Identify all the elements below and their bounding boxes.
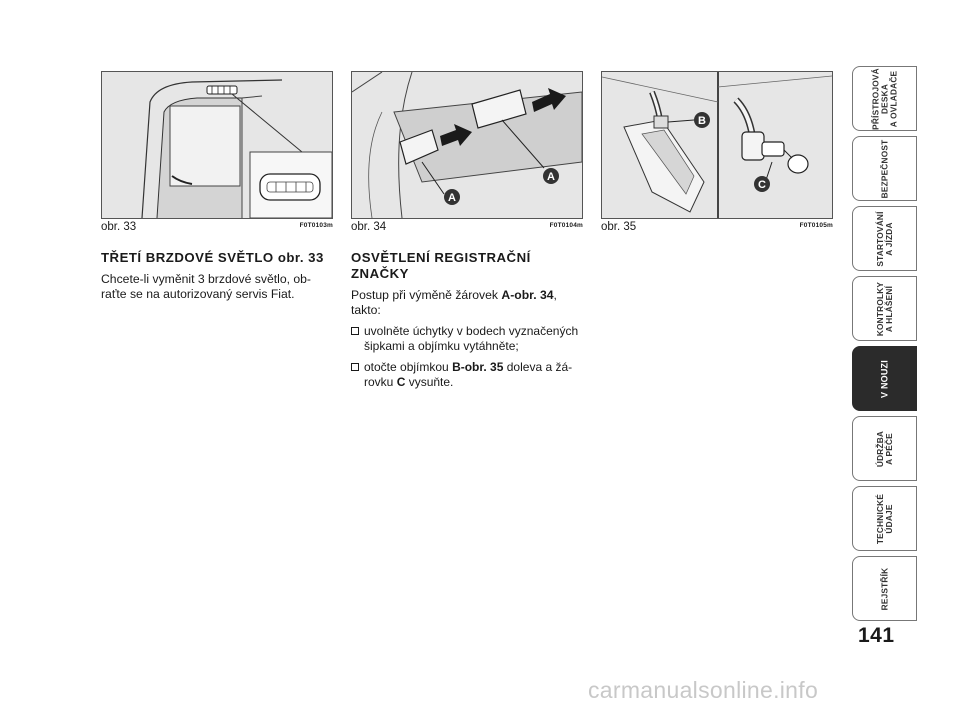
tab-label: BEZPEČNOST: [879, 139, 889, 198]
tab-label: KONTROLKY A HLÁŠENÍ: [874, 281, 894, 336]
figure-reference: B-obr. 35: [452, 360, 504, 374]
watermark: carmanualsonline.info: [588, 677, 819, 703]
callout-reference: C: [396, 375, 406, 389]
callout-a-upper: A: [547, 171, 555, 183]
rear-door-brake-light-illustration: [102, 72, 332, 218]
figure-34: [351, 71, 583, 219]
bullet-text: [364, 360, 572, 389]
figure-code: F0T0105m: [799, 222, 833, 229]
bullet-text: uvolněte úchytky v bodech vyznačených šipkami a objímku vytáhněte;: [364, 324, 579, 353]
figure-33-caption: [101, 221, 333, 235]
tab-label: STARTOVÁNÍ A JÍZDA: [874, 210, 894, 267]
figure-35-caption: [601, 221, 833, 235]
figure-33: [101, 71, 333, 219]
tab-pristrojova-deska[interactable]: [852, 66, 917, 131]
tab-label: V NOUZI: [879, 359, 889, 398]
callout-a-lower: A: [448, 192, 456, 204]
bulb-holder-illustration: [602, 72, 832, 218]
bullet-text-start: otočte objímkou: [364, 360, 453, 374]
checkbox-bullet-icon: [351, 327, 359, 335]
tab-kontrolky[interactable]: [852, 276, 917, 341]
tab-label: TECHNICKÉ ÚDAJE: [874, 493, 894, 544]
section-body: Chcete-li vyměnit 3 brzdové světlo, ob-raťte se na autorizovaný servis Fiat.: [101, 272, 311, 301]
tab-startovani[interactable]: [852, 206, 917, 271]
figure-reference: A-obr. 34: [501, 288, 554, 302]
tab-rejstrik[interactable]: [852, 556, 917, 621]
section-heading: OSVĚTLENÍ REGISTRAČNÍ ZNAČKY: [351, 250, 531, 281]
tab-v-nouzi[interactable]: [852, 346, 917, 411]
figure-34-caption: [351, 221, 583, 235]
figure-caption: obr. 33: [101, 221, 137, 233]
section-third-brake-light: [101, 250, 333, 308]
list-item: [351, 324, 583, 354]
page-number: 141: [858, 624, 895, 647]
license-plate-light-illustration: [352, 72, 582, 218]
bullet-text-mid: doleva a žá-rovku: [364, 360, 573, 389]
figure-caption: obr. 34: [351, 221, 387, 233]
figure-caption: obr. 35: [601, 221, 637, 233]
figure-code: F0T0104m: [549, 222, 583, 229]
section-license-plate-light: [351, 250, 583, 396]
tab-technicke-udaje[interactable]: [852, 486, 917, 551]
figure-35: [601, 71, 833, 219]
callout-b: B: [698, 115, 706, 127]
tab-label: ÚDRŽBA A PÉČE: [874, 430, 894, 467]
section-heading: TŘETÍ BRZDOVÉ SVĚTLO obr. 33: [101, 250, 324, 265]
tab-label: REJSTŘÍK: [879, 567, 889, 610]
checkbox-bullet-icon: [351, 363, 359, 371]
intro-text: Postup při výměně žárovek: [351, 288, 502, 302]
callout-c: C: [758, 179, 766, 191]
section-intro: [351, 288, 583, 318]
list-item: [351, 360, 583, 390]
intro-text-end: , takto:: [351, 288, 557, 317]
bullet-text-end: vysuňte.: [405, 375, 454, 389]
figure-code: F0T0103m: [299, 222, 333, 229]
tab-label: PŘÍSTROJOVÁ DESKA A OVLADAČE: [870, 67, 898, 130]
tab-udrzba[interactable]: [852, 416, 917, 481]
tab-bezpecnost[interactable]: [852, 136, 917, 201]
